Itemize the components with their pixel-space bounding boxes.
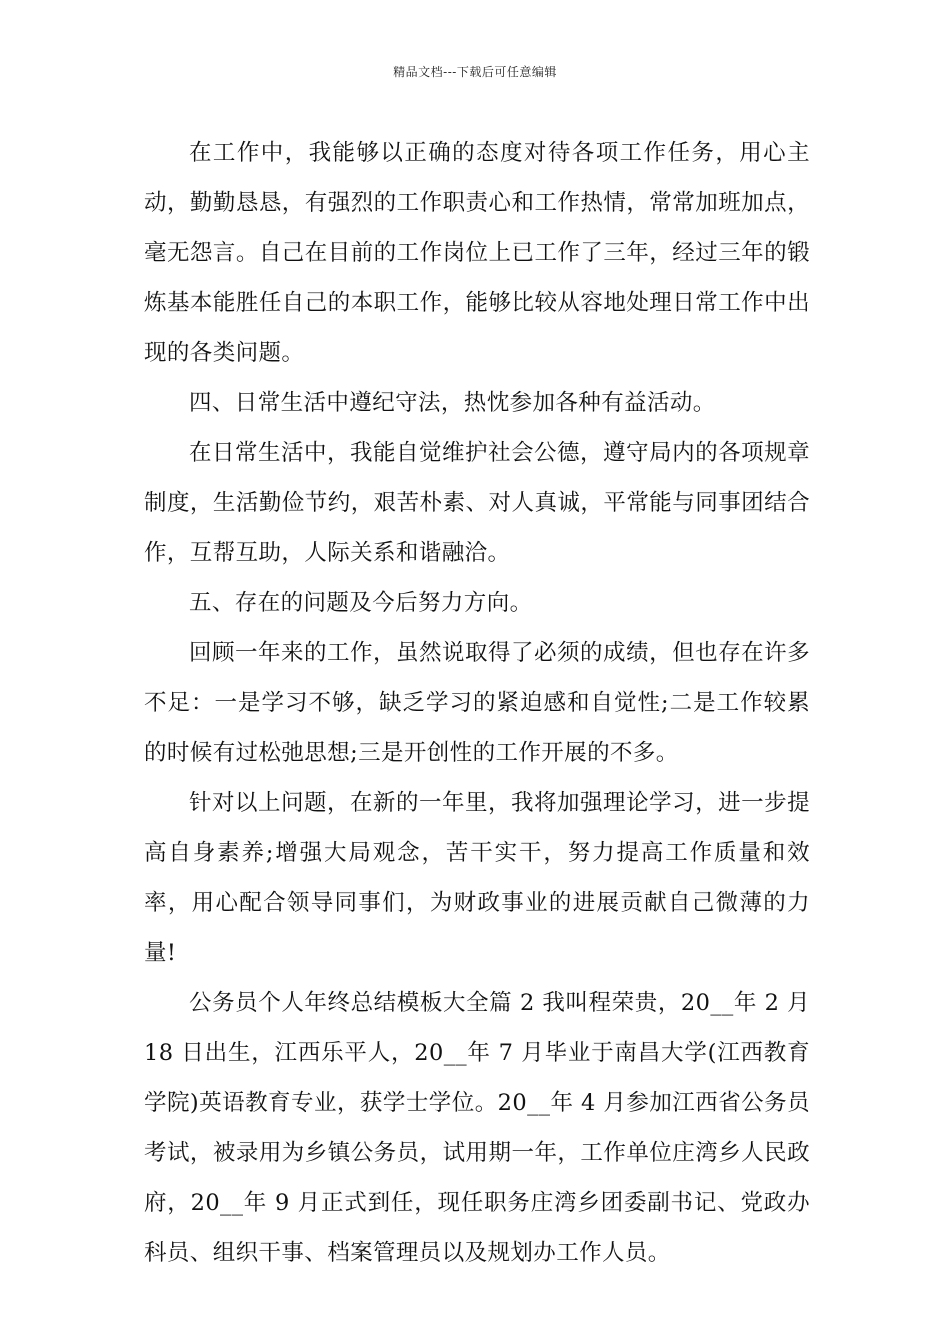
page-header: 精品文档---下载后可任意编辑: [393, 65, 557, 79]
paragraph-work-attitude: 在工作中，我能够以正确的态度对待各项工作任务，用心主动，勤勤恳恳，有强烈的工作职责心和工作热情，常常加班加点，毫无怨言。自己在目前的工作岗位上已工作了三年，经过三年的锻炼基本能胜任自己的本职工作，能够比较从容地处理日常工作中出现的各类问题。: [144, 140, 810, 366]
section-heading-four: 四、日常生活中遵纪守法，热忱参加各种有益活动。: [189, 390, 716, 416]
document-body: [144, 128, 810, 1278]
paragraph-plans: 针对以上问题，在新的一年里，我将加强理论学习，进一步提高自身素养;增强大局观念，苦干实干，努力提高工作质量和效率，用心配合领导同事们，为财政事业的进展贡献自己微薄的力量!: [144, 790, 810, 966]
paragraph-article-two: 公务员个人年终总结模板大全篇 2 我叫程荣贵，20__年 2 月 18 日出生，江西乐平人，20__年 7 月毕业于南昌大学(江西教育学院)英语教育专业，获学士学位。20__年 4 月参加江西省公务员考试，被录用为乡镇公务员，试用期一年，工作单位庄湾乡人民政府，20__年 9 月正式到任，现任职务庄湾乡团委副书记、党政办科员、组织干事、档案管理员以及规划办工作人员。: [144, 990, 810, 1266]
paragraph-daily-life: 在日常生活中，我能自觉维护社会公德，遵守局内的各项规章制度，生活勤俭节约，艰苦朴素、对人真诚，平常能与同事团结合作，互帮互助，人际关系和谐融洽。: [144, 440, 810, 566]
section-heading-five: 五、存在的问题及今后努力方向。: [189, 590, 533, 616]
paragraph-review: 回顾一年来的工作，虽然说取得了必须的成绩，但也存在许多不足：一是学习不够，缺乏学习的紧迫感和自觉性;二是工作较累的时候有过松弛思想;三是开创性的工作开展的不多。: [144, 640, 810, 766]
